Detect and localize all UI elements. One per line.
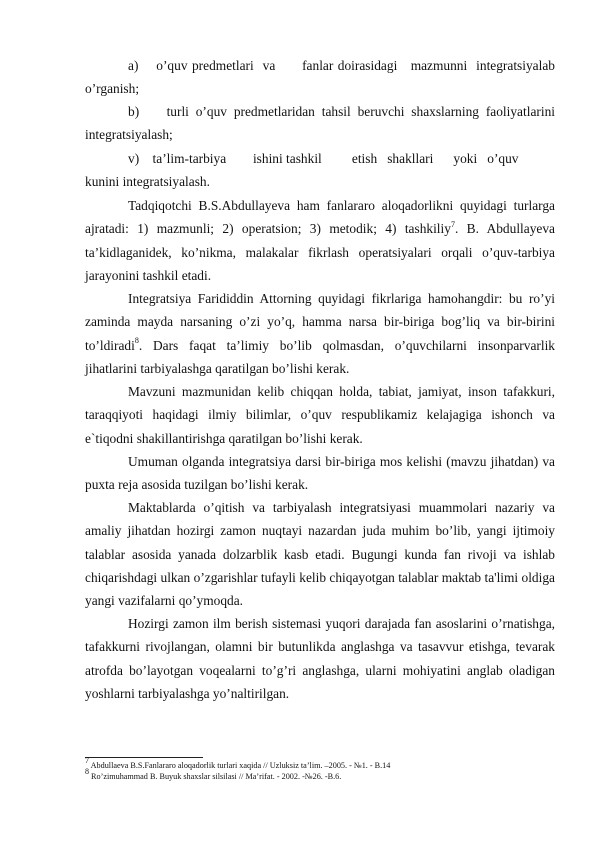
paragraph-2-text-a: Integratsiya Farididdin Attorning quyidagi fikrlariga hamohangdir: bu ro’yi zaminda mayda narsaning o’zi yo’q, hamma narsa bir-biriga bog’liq va bir-birini to’ldiradi — [85, 291, 555, 353]
paragraph-5: Maktablarda o’qitish va tarbiyalash integratsiyasi muammolari nazariy va amaliy jihatdan hozirgi zamon nuqtayi nazardan juda muhim bo’lib, yangi ijtimoiy talablar asosida yanada dolzarblik kasb etadi. Bugungi kunda fan rivoji va ishlab chiqarishdagi ulkan o’zgarishlar tufayli kelib chiqayotgan talablar maktab ta'limi oldiga yangi vazifalarni qo’ymoqda. — [85, 500, 555, 609]
paragraph-4: Umuman olganda integratsiya darsi bir-biriga mos kelishi (mavzu jihatdan) va puxta reja asosida tuzilgan bo’lishi kerak. — [85, 454, 555, 493]
footnote-7-text: Abdullaeva B.S.Fanlararo aloqadorlik turlari xaqida // Uzluksiz ta’lim. –2005. - №1. - B.14 — [89, 761, 391, 770]
paragraph-6: Hozirgi zamon ilm berish sistemasi yuqori darajada fan asoslarini o’rnatishga, tafakkurni rivojlangan, olamni bir butunlikda anglashga va tasavvur etishga, tevarak atrofda bo’layotgan voqealarni to’g’ri anglashga, ularni mohiyatini anglab oladigan yoshlarni tarbiyalashga yo’naltirilgan. — [85, 616, 555, 701]
list-item-b: b) turli o’quv predmetlaridan tahsil beruvchi shaxslarning faoliyatlarini integratsiyalash; — [85, 104, 555, 143]
paragraph-3: Mavzuni mazmunidan kelib chiqqan holda, tabiat, jamiyat, inson tafakkuri, taraqqiyoti haqidagi ilmiy bilimlar, o’quv respublikamiz kelajagiga ishonch va e`tiqodni shakillantirishga qaratilgan bo’lishi kerak. — [85, 384, 555, 446]
footnote-7-number: 7 — [85, 756, 89, 766]
paragraph-2 — [85, 287, 555, 380]
footnote-ref-7: 7 — [450, 219, 455, 229]
footnote-ref-8: 8 — [134, 336, 139, 346]
footnote-8-text: Ro’zimuhammad B. Buyuk shaxslar silsilasi // Ma’rifat. - 2002. -№26. -B.6. — [89, 772, 342, 781]
footnote-8-number: 8 — [85, 767, 89, 777]
footnote-separator — [85, 757, 203, 758]
list-item-v-line1: v) ta’lim-tarbiya ishini tashkil etish shakllari yoki o’quv — [128, 151, 519, 166]
paragraph-1-text-b: . B. Abdullayeva ta’kidlaganidek, ko’nikma, malakalar fikrlash operatsiyalari orqali o’quv-tarbiya jarayonini tashkil etadi. — [85, 221, 555, 283]
footnote-8 — [85, 767, 555, 782]
list-item-a: a) o’quv predmetlari va fanlar doirasidagi mazmunni integratsiyalab o’rganish; — [85, 58, 555, 97]
list-item-v-line2: kunini integratsiyalash. — [85, 174, 210, 189]
paragraph-2-text-b: . Dars faqat ta’limiy bo’lib qolmasdan, o’quvchilarni insonparvarlik jihatlarini tarbiyalashga qaratilgan bo’lishi kerak. — [85, 337, 555, 376]
footnote-7 — [85, 756, 555, 771]
paragraph-1-text-a: Tadqiqotchi B.S.Abdullayeva ham fanlararo aloqadorlikni quyidagi turlarga ajratadi: 1) mazmunli; 2) operatsion; 3) metodik; 4) tashkiliy — [85, 198, 555, 237]
paragraph-1 — [85, 194, 555, 287]
